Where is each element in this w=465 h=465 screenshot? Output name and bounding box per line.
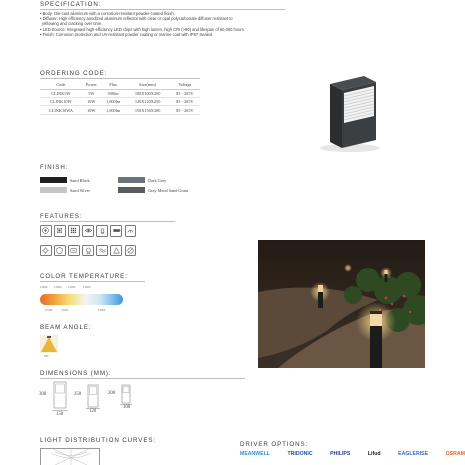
dimension-width-3: 100 <box>123 405 131 410</box>
dimension-height-3: 200 <box>108 391 116 396</box>
light-distribution-diagram <box>40 448 100 465</box>
dimmable-icon <box>125 225 137 237</box>
dimension-height-1: 300 <box>39 392 47 397</box>
specification-list <box>40 11 340 37</box>
table-cell: 1,000lm <box>106 99 121 105</box>
cct-label-3500k: 3,500K <box>61 309 69 312</box>
spec-line-led-source: • LED Source: Integrated high-efficiency LED chips with high lumen, high CRI (>90) and lifespan of 50,000 hours. <box>40 26 245 32</box>
light-distribution-title: LIGHT DISTRIBUTION CURVES: <box>40 437 156 444</box>
table-cell: 1,000lm <box>106 107 121 113</box>
beam-angle-title: BEAM ANGLE: <box>40 324 92 331</box>
driver-icon <box>68 245 80 257</box>
beam-angle-icon <box>40 335 58 353</box>
dimensions-rule <box>40 378 245 379</box>
cct-label-6000k: 6,000K <box>98 309 106 312</box>
dimension-line-1 <box>52 410 68 411</box>
driver-brand-eaglerise: EAGLERISE <box>398 451 429 457</box>
marine-coat-icon <box>96 245 108 257</box>
ordering-table <box>40 81 200 115</box>
no-glare-icon <box>125 245 137 257</box>
table-cell: 100X100X200 <box>134 90 161 96</box>
table-cell: 10W <box>87 107 96 113</box>
table-cell: 10W <box>87 99 96 105</box>
uv-resistant-icon <box>40 245 52 257</box>
finish-swatch-dark-grey <box>118 177 145 183</box>
specification-rule <box>40 9 285 10</box>
spec-line-finish: • Finish: Corrosion protection and UV-resistant powder coating or marine coat with IP67 Sealed. <box>40 31 214 37</box>
warranty-icon <box>54 245 66 257</box>
driver-brand-list <box>240 451 465 457</box>
column-header: Size(mm) <box>139 82 157 88</box>
cct-label-2000k: 2,000K <box>40 286 48 289</box>
spec-line-body: • Body: Die-cast aluminum with a corrosion-resistant powder-coated finish. <box>40 11 175 16</box>
finish-title: FINISH: <box>40 164 69 171</box>
application-photo <box>258 240 425 368</box>
table-row <box>40 98 200 106</box>
cct-label-5000k: 5,000K <box>83 286 91 289</box>
finish-label-sand-silver: Sand Silver <box>70 187 90 193</box>
table-cell: 500lm <box>107 90 119 96</box>
table-header-row <box>40 81 200 89</box>
table-cell: 150X150X300 <box>134 107 161 113</box>
features-rule <box>40 221 175 222</box>
table-cell: 85 - 265V <box>176 99 194 105</box>
finish-swatch-gray-metal-sand-grain <box>118 187 145 193</box>
dimension-width-1: 150 <box>56 412 64 417</box>
ordering-rule <box>40 78 200 79</box>
lifespan-icon <box>96 225 108 237</box>
feature-caption <box>40 238 52 241</box>
aluminum-die-cast-icon <box>40 225 52 237</box>
finish-swatch-sand-silver <box>40 187 67 193</box>
beam-angle-value: 180° <box>44 355 49 358</box>
dimension-height-2: 250 <box>74 392 82 397</box>
table-cell: CLINK10W <box>50 99 72 105</box>
outdoor-icon <box>110 245 122 257</box>
driver-options-title: DRIVER OPTIONS: <box>240 441 309 448</box>
dimensions-title: DIMENSIONS (MM): <box>40 370 112 377</box>
cct-label-2700k: 2,700K <box>45 309 53 312</box>
table-cell: CLINK10WA <box>48 107 73 113</box>
table-row <box>40 106 200 114</box>
spec-line-diffuser: • Diffuser: High efficiency anodized aluminum reflector with clear or opal polycarbonate diffuser resistant to <box>40 16 233 22</box>
cri-icon <box>68 225 80 237</box>
table-row <box>40 89 200 97</box>
color-temperature-bar <box>40 294 123 305</box>
color-temperature-title: COLOR TEMPERATURE: <box>40 273 128 280</box>
ordering-title: ORDERING CODE: <box>40 70 108 77</box>
led-chip-icon <box>54 225 66 237</box>
ip-rating-icon <box>110 225 122 237</box>
driver-brand-lifud: Lifud <box>367 451 381 457</box>
ra-icon <box>82 225 94 237</box>
color-temperature-rule <box>40 281 145 282</box>
cct-label-3000k: 3,000K <box>54 286 62 289</box>
finish-label-sand-black: Sand Black <box>70 177 90 183</box>
driver-brand-philips: PHILIPS <box>330 451 351 457</box>
column-header: Flux <box>109 82 118 88</box>
dimension-width-2: 120 <box>89 409 97 414</box>
features-title: FEATURES: <box>40 213 83 220</box>
table-cell: 85 - 265V <box>176 90 194 96</box>
finish-label-dark-grey: Dark Grey <box>148 177 167 183</box>
table-cell: 120X120X250 <box>134 99 161 105</box>
table-cell: 5W <box>88 90 95 96</box>
product-image <box>300 68 390 158</box>
driver-brand-osram: OSRAM <box>445 451 465 457</box>
certification-icon <box>82 245 94 257</box>
driver-brand-tridonic: TRIDONIC <box>287 451 313 457</box>
column-header: Voltage <box>178 82 192 88</box>
spec-line-diffuser-cont: yellowing and cracking over time. <box>42 21 103 27</box>
table-cell: CLINK5W <box>51 90 71 96</box>
specification-title: SPECIFICATION: <box>40 1 102 8</box>
column-header: Power <box>85 82 97 88</box>
cct-label-4000k: 4,000K <box>68 286 76 289</box>
table-cell: 85 - 265V <box>176 107 194 113</box>
features-grid <box>40 225 180 256</box>
column-header: Code <box>56 82 66 88</box>
finish-label-gray-metal-sand-grain: Gray Metal Sand Grain <box>148 187 189 193</box>
finish-swatch-sand-black <box>40 177 67 183</box>
driver-brand-meanwell: MEANWELL <box>240 451 270 457</box>
